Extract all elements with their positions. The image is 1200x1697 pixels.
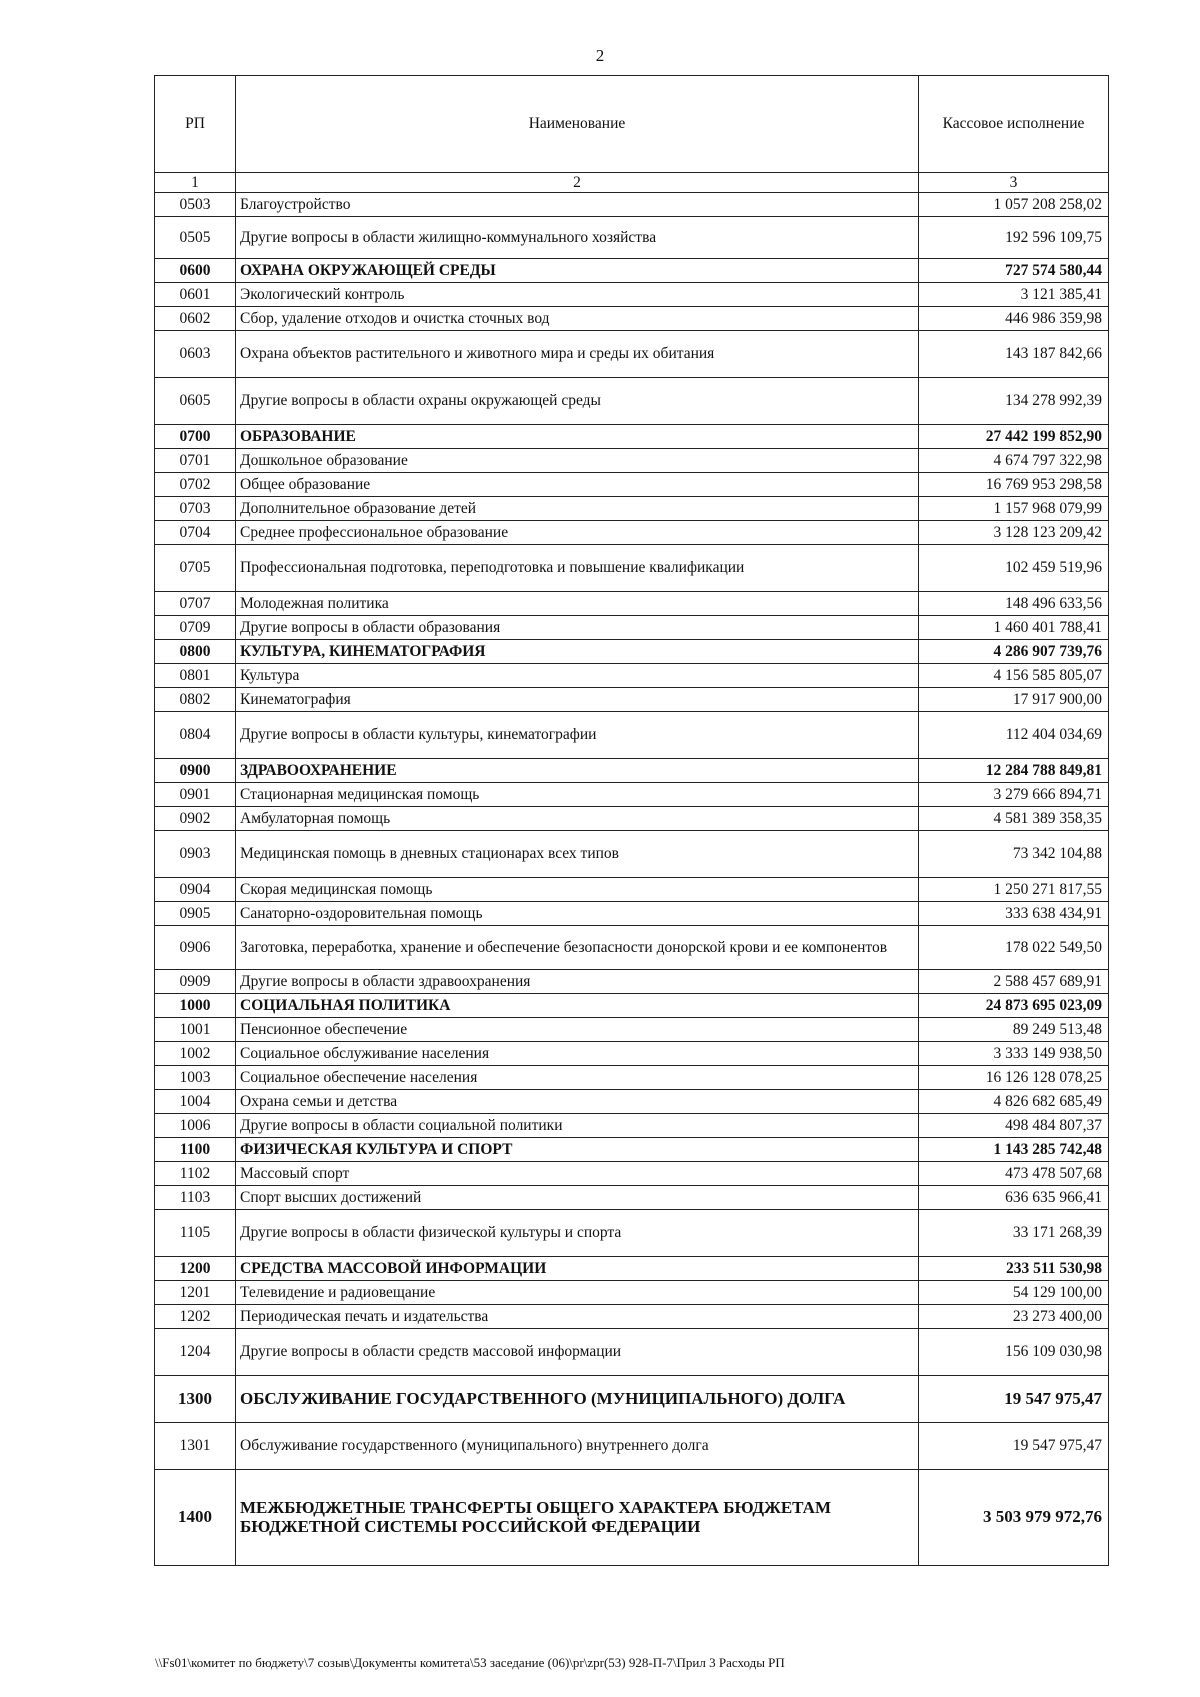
row-amount: 73 342 104,88 bbox=[919, 831, 1109, 878]
row-code: 0902 bbox=[155, 807, 236, 831]
row-name: Кинематография bbox=[236, 688, 919, 712]
row-name: Среднее профессиональное образование bbox=[236, 521, 919, 545]
row-amount: 3 128 123 209,42 bbox=[919, 521, 1109, 545]
column-number-row bbox=[155, 173, 1109, 193]
row-name: Благоустройство bbox=[236, 193, 919, 217]
table-row bbox=[155, 217, 1109, 259]
row-code: 1006 bbox=[155, 1114, 236, 1138]
table-row bbox=[155, 1114, 1109, 1138]
table-row bbox=[155, 193, 1109, 217]
row-code: 0909 bbox=[155, 970, 236, 994]
row-amount: 17 917 900,00 bbox=[919, 688, 1109, 712]
row-name: Телевидение и радиовещание bbox=[236, 1281, 919, 1305]
row-code: 0903 bbox=[155, 831, 236, 878]
row-name: Дополнительное образование детей bbox=[236, 497, 919, 521]
table-row bbox=[155, 331, 1109, 378]
row-amount: 23 273 400,00 bbox=[919, 1305, 1109, 1329]
row-code: 0704 bbox=[155, 521, 236, 545]
row-code: 0901 bbox=[155, 783, 236, 807]
table-row bbox=[155, 1257, 1109, 1281]
row-name: ОБСЛУЖИВАНИЕ ГОСУДАРСТВЕННОГО (МУНИЦИПАЛЬНОГО) ДОЛГА bbox=[236, 1376, 919, 1423]
table-row bbox=[155, 712, 1109, 759]
table-row bbox=[155, 1162, 1109, 1186]
table-row bbox=[155, 970, 1109, 994]
table-row bbox=[155, 664, 1109, 688]
page-number: 2 bbox=[595, 46, 605, 65]
row-name: Социальное обеспечение населения bbox=[236, 1066, 919, 1090]
table-row bbox=[155, 497, 1109, 521]
row-name: Пенсионное обеспечение bbox=[236, 1018, 919, 1042]
row-amount: 727 574 580,44 bbox=[919, 259, 1109, 283]
row-code: 0703 bbox=[155, 497, 236, 521]
row-amount: 178 022 549,50 bbox=[919, 926, 1109, 970]
table-row bbox=[155, 1186, 1109, 1210]
table-row bbox=[155, 994, 1109, 1018]
row-name: Общее образование bbox=[236, 473, 919, 497]
row-code: 1001 bbox=[155, 1018, 236, 1042]
row-amount: 4 674 797 322,98 bbox=[919, 449, 1109, 473]
row-amount: 112 404 034,69 bbox=[919, 712, 1109, 759]
table-body bbox=[155, 193, 1109, 1566]
table-row bbox=[155, 1018, 1109, 1042]
row-name: Скорая медицинская помощь bbox=[236, 878, 919, 902]
row-amount: 148 496 633,56 bbox=[919, 592, 1109, 616]
row-name: ОХРАНА ОКРУЖАЮЩЕЙ СРЕДЫ bbox=[236, 259, 919, 283]
row-amount: 4 826 682 685,49 bbox=[919, 1090, 1109, 1114]
row-code: 1003 bbox=[155, 1066, 236, 1090]
table-row bbox=[155, 1090, 1109, 1114]
row-name: Другие вопросы в области жилищно-коммунального хозяйства bbox=[236, 217, 919, 259]
row-code: 0601 bbox=[155, 283, 236, 307]
row-code: 1400 bbox=[155, 1470, 236, 1566]
row-amount: 1 460 401 788,41 bbox=[919, 616, 1109, 640]
row-code: 1000 bbox=[155, 994, 236, 1018]
row-code: 1200 bbox=[155, 1257, 236, 1281]
row-name: Культура bbox=[236, 664, 919, 688]
row-code: 1002 bbox=[155, 1042, 236, 1066]
row-name: Стационарная медицинская помощь bbox=[236, 783, 919, 807]
table-row bbox=[155, 378, 1109, 425]
header-rp: РП bbox=[155, 76, 236, 173]
table-row bbox=[155, 807, 1109, 831]
row-name: Спорт высших достижений bbox=[236, 1186, 919, 1210]
row-code: 0905 bbox=[155, 902, 236, 926]
table-row bbox=[155, 759, 1109, 783]
row-amount: 3 121 385,41 bbox=[919, 283, 1109, 307]
row-code: 0602 bbox=[155, 307, 236, 331]
row-code: 1201 bbox=[155, 1281, 236, 1305]
row-amount: 473 478 507,68 bbox=[919, 1162, 1109, 1186]
table-row bbox=[155, 878, 1109, 902]
row-amount: 12 284 788 849,81 bbox=[919, 759, 1109, 783]
row-code: 0800 bbox=[155, 640, 236, 664]
row-name: МЕЖБЮДЖЕТНЫЕ ТРАНСФЕРТЫ ОБЩЕГО ХАРАКТЕРА БЮДЖЕТАМ БЮДЖЕТНОЙ СИСТЕМЫ РОССИЙСКОЙ ФЕДЕРАЦИИ bbox=[236, 1470, 919, 1566]
row-name: ЗДРАВООХРАНЕНИЕ bbox=[236, 759, 919, 783]
row-name: Другие вопросы в области социальной политики bbox=[236, 1114, 919, 1138]
row-amount: 89 249 513,48 bbox=[919, 1018, 1109, 1042]
row-name: Периодическая печать и издательства bbox=[236, 1305, 919, 1329]
row-amount: 19 547 975,47 bbox=[919, 1376, 1109, 1423]
row-amount: 1 143 285 742,48 bbox=[919, 1138, 1109, 1162]
row-code: 1301 bbox=[155, 1423, 236, 1470]
row-code: 0801 bbox=[155, 664, 236, 688]
row-code: 1004 bbox=[155, 1090, 236, 1114]
row-code: 0505 bbox=[155, 217, 236, 259]
table-row bbox=[155, 545, 1109, 592]
row-amount: 233 511 530,98 bbox=[919, 1257, 1109, 1281]
row-amount: 102 459 519,96 bbox=[919, 545, 1109, 592]
row-amount: 1 250 271 817,55 bbox=[919, 878, 1109, 902]
row-name: Охрана объектов растительного и животного мира и среды их обитания bbox=[236, 331, 919, 378]
row-amount: 54 129 100,00 bbox=[919, 1281, 1109, 1305]
row-name: Социальное обслуживание населения bbox=[236, 1042, 919, 1066]
row-code: 0802 bbox=[155, 688, 236, 712]
row-amount: 19 547 975,47 bbox=[919, 1423, 1109, 1470]
row-code: 0705 bbox=[155, 545, 236, 592]
table-row bbox=[155, 473, 1109, 497]
row-name: Другие вопросы в области культуры, кинематографии bbox=[236, 712, 919, 759]
row-code: 0701 bbox=[155, 449, 236, 473]
row-name: ОБРАЗОВАНИЕ bbox=[236, 425, 919, 449]
row-name: Другие вопросы в области здравоохранения bbox=[236, 970, 919, 994]
table-row bbox=[155, 283, 1109, 307]
table-row bbox=[155, 616, 1109, 640]
row-code: 0600 bbox=[155, 259, 236, 283]
row-amount: 24 873 695 023,09 bbox=[919, 994, 1109, 1018]
expenditure-table bbox=[154, 75, 1109, 1566]
table-row bbox=[155, 902, 1109, 926]
row-code: 0906 bbox=[155, 926, 236, 970]
row-name: Санаторно-оздоровительная помощь bbox=[236, 902, 919, 926]
row-code: 0605 bbox=[155, 378, 236, 425]
table-row bbox=[155, 640, 1109, 664]
row-code: 0804 bbox=[155, 712, 236, 759]
table-row bbox=[155, 1281, 1109, 1305]
row-amount: 33 171 268,39 bbox=[919, 1210, 1109, 1257]
row-name: СРЕДСТВА МАССОВОЙ ИНФОРМАЦИИ bbox=[236, 1257, 919, 1281]
table-row bbox=[155, 1470, 1109, 1566]
row-name: Обслуживание государственного (муниципального) внутреннего долга bbox=[236, 1423, 919, 1470]
row-amount: 446 986 359,98 bbox=[919, 307, 1109, 331]
table-row bbox=[155, 259, 1109, 283]
row-amount: 498 484 807,37 bbox=[919, 1114, 1109, 1138]
row-code: 0707 bbox=[155, 592, 236, 616]
row-amount: 1 057 208 258,02 bbox=[919, 193, 1109, 217]
row-code: 1105 bbox=[155, 1210, 236, 1257]
row-amount: 3 279 666 894,71 bbox=[919, 783, 1109, 807]
row-amount: 1 157 968 079,99 bbox=[919, 497, 1109, 521]
row-code: 1100 bbox=[155, 1138, 236, 1162]
row-name: Другие вопросы в области охраны окружающей среды bbox=[236, 378, 919, 425]
column-number: 2 bbox=[236, 173, 919, 193]
row-name: СОЦИАЛЬНАЯ ПОЛИТИКА bbox=[236, 994, 919, 1018]
header-name: Наименование bbox=[236, 76, 919, 173]
row-name: Экологический контроль bbox=[236, 283, 919, 307]
row-code: 0709 bbox=[155, 616, 236, 640]
table-row bbox=[155, 592, 1109, 616]
row-name: Медицинская помощь в дневных стационарах всех типов bbox=[236, 831, 919, 878]
row-name: Охрана семьи и детства bbox=[236, 1090, 919, 1114]
column-number: 3 bbox=[919, 173, 1109, 193]
row-code: 0603 bbox=[155, 331, 236, 378]
row-code: 1102 bbox=[155, 1162, 236, 1186]
row-amount: 134 278 992,39 bbox=[919, 378, 1109, 425]
row-code: 0503 bbox=[155, 193, 236, 217]
row-amount: 3 333 149 938,50 bbox=[919, 1042, 1109, 1066]
row-amount: 27 442 199 852,90 bbox=[919, 425, 1109, 449]
table-row bbox=[155, 783, 1109, 807]
row-name: Заготовка, переработка, хранение и обеспечение безопасности донорской крови и ее компонентов bbox=[236, 926, 919, 970]
table-row bbox=[155, 1376, 1109, 1423]
row-name: Массовый спорт bbox=[236, 1162, 919, 1186]
row-amount: 2 588 457 689,91 bbox=[919, 970, 1109, 994]
row-amount: 636 635 966,41 bbox=[919, 1186, 1109, 1210]
row-code: 0900 bbox=[155, 759, 236, 783]
row-amount: 143 187 842,66 bbox=[919, 331, 1109, 378]
row-code: 0700 bbox=[155, 425, 236, 449]
row-name: Другие вопросы в области образования bbox=[236, 616, 919, 640]
row-amount: 3 503 979 972,76 bbox=[919, 1470, 1109, 1566]
row-amount: 16 126 128 078,25 bbox=[919, 1066, 1109, 1090]
row-name: Другие вопросы в области физической культуры и спорта bbox=[236, 1210, 919, 1257]
row-code: 0904 bbox=[155, 878, 236, 902]
row-name: Молодежная политика bbox=[236, 592, 919, 616]
table-row bbox=[155, 425, 1109, 449]
table-row bbox=[155, 1138, 1109, 1162]
table-row bbox=[155, 688, 1109, 712]
footer-file-path: \\Fs01\комитет по бюджету\7 созыв\Документы комитета\53 заседание (06)\pr\zpr(53) 928-П-7\Прил 3 Расходы РП bbox=[155, 1655, 785, 1670]
table-row bbox=[155, 307, 1109, 331]
row-name: Другие вопросы в области средств массовой информации bbox=[236, 1329, 919, 1376]
row-name: Сбор, удаление отходов и очистка сточных вод bbox=[236, 307, 919, 331]
row-code: 1300 bbox=[155, 1376, 236, 1423]
table-row bbox=[155, 1066, 1109, 1090]
row-code: 1103 bbox=[155, 1186, 236, 1210]
row-name: КУЛЬТУРА, КИНЕМАТОГРАФИЯ bbox=[236, 640, 919, 664]
table-row bbox=[155, 1423, 1109, 1470]
table-row bbox=[155, 449, 1109, 473]
row-code: 0702 bbox=[155, 473, 236, 497]
table-row bbox=[155, 1305, 1109, 1329]
column-number: 1 bbox=[155, 173, 236, 193]
row-amount: 192 596 109,75 bbox=[919, 217, 1109, 259]
table-row bbox=[155, 1210, 1109, 1257]
row-amount: 4 286 907 739,76 bbox=[919, 640, 1109, 664]
row-name: Дошкольное образование bbox=[236, 449, 919, 473]
table-row bbox=[155, 1042, 1109, 1066]
row-code: 1204 bbox=[155, 1329, 236, 1376]
row-name: Амбулаторная помощь bbox=[236, 807, 919, 831]
row-amount: 16 769 953 298,58 bbox=[919, 473, 1109, 497]
row-name: Профессиональная подготовка, переподготовка и повышение квалификации bbox=[236, 545, 919, 592]
row-code: 1202 bbox=[155, 1305, 236, 1329]
table-header-row bbox=[155, 76, 1109, 173]
header-amount: Кассовое исполнение bbox=[919, 76, 1109, 173]
row-amount: 156 109 030,98 bbox=[919, 1329, 1109, 1376]
table-row bbox=[155, 926, 1109, 970]
row-amount: 4 581 389 358,35 bbox=[919, 807, 1109, 831]
row-amount: 4 156 585 805,07 bbox=[919, 664, 1109, 688]
table-row bbox=[155, 1329, 1109, 1376]
table-row bbox=[155, 521, 1109, 545]
row-amount: 333 638 434,91 bbox=[919, 902, 1109, 926]
row-name: ФИЗИЧЕСКАЯ КУЛЬТУРА И СПОРТ bbox=[236, 1138, 919, 1162]
table-row bbox=[155, 831, 1109, 878]
